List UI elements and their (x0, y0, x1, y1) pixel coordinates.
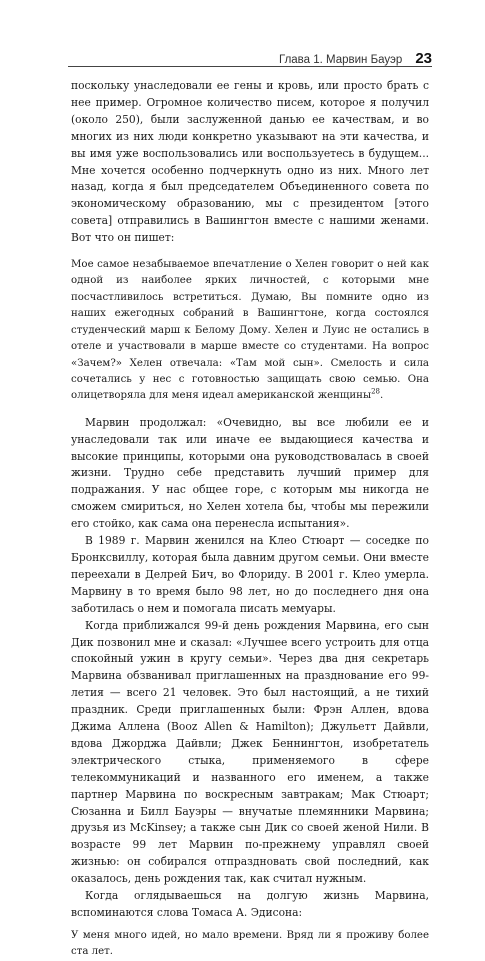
running-header (70, 50, 432, 67)
paragraph-2: Марвин продолжал: «Очевидно, вы все любили ее и унаследовали так или иначе ее выдающиеся качества и высокие принципы, которыми она руководствовалась в своей жизни. Трудно себе представить лучший пример для подражания. У нас общее горе, с которым мы никогда не сможем смириться, но Хелен хотела бы, чтобы мы пережили его стойко, как сама она перенесла испытания». (71, 415, 429, 531)
chapter-title: Глава 1. Марвин Бауэр (278, 54, 403, 66)
paragraph-3: В 1989 г. Марвин женился на Клео Стюарт — соседке по Бронксвиллу, которая была давним другом семьи. Они вместе переехали в Делрей Бич, во Флориду. В 2001 г. Клео умерла. Марвину в то время было 98 лет, но до последнего дня она заботилась о нем и помогала писать мемуары. (71, 534, 429, 615)
block-quote-helen (71, 257, 429, 405)
header-rule (68, 66, 432, 67)
page-number: 23 (415, 50, 432, 67)
quote-end: . (379, 390, 384, 402)
paragraph-4: Когда приближался 99-й день рождения Марвина, его сын Дик позвонил мне и сказал: «Лучшее всего устроить для отца спокойный ужин в кругу семьи». Через два дня секретарь Марвина обзванивал приглашенных на празднование его 99-летия — всего 21 человек. Это был настоящий, а не тихий праздник. Среди приглашенных были: Фрэн Аллен, вдова Джима Аллена (Booz Allen & Hamilton); Джульетт Дайвли, вдова Джорджа Дайвли; Джек Беннингтон, изобретатель электрического стыка, применяемого в сфере телекоммуникаций и названного его именем, а также партнер Марвина по воскресным завтракам; Мак Стюарт; Сюзанна и Билл Бауэры — внучатые племянники Марвина; друзья из McKinsey; а также сын Дик со своей женой Нили. В возрасте 99 лет Марвин по-прежнему управлял своей жизнью: он собирался отпраздновать свой последний, как оказалось, день рождения так, как считал нужным. (71, 618, 429, 886)
paragraph-5: Когда оглядываешься на долгую жизнь Марвина, вспоминаются слова Томаса А. Эдисона: (71, 889, 429, 919)
block-quote-edison: У меня много идей, но мало времени. Вряд ли я проживу более ста лет. (71, 929, 429, 958)
paragraph-1: поскольку унаследовали ее гены и кровь, или просто брать с нее пример. Огромное количество писем, которое я получил (около 250), были заслуженной данью ее качествам, и во многих из них люди конкретно указывают на эти качества, и вы имя уже воспользовались или воспользуетесь в будущем... Мне хочется особенно подчеркнуть одно из них. Много лет назад, когда я был председателем Объединенного совета по экономическому образованию, мы с президентом [этого совета] отправились в Вашингтон вместе с нашими женами. Вот что он пишет: (71, 79, 429, 245)
quote-text: Мое самое незабываемое впечатление о Хелен говорит о ней как одной из наиболее ярких личностей, с которыми мне посчастливилось встретиться. Думаю, Вы помните одно из наших ежегодных собраний в Вашингтоне, когда состоялся студенческий марш к Белому Дому. Хелен и Луис не остались в отеле и участвовали в марше вместе со студентами. На вопрос «Зачем?» Хелен отвечала: «Там мой сын». Смелость и сила сочетались у нес с готовностью защищать свою семью. Она олицетворяла для меня идеал американской женщины (71, 259, 429, 402)
page-body (71, 78, 429, 961)
footnote-ref: 28 (371, 387, 380, 396)
